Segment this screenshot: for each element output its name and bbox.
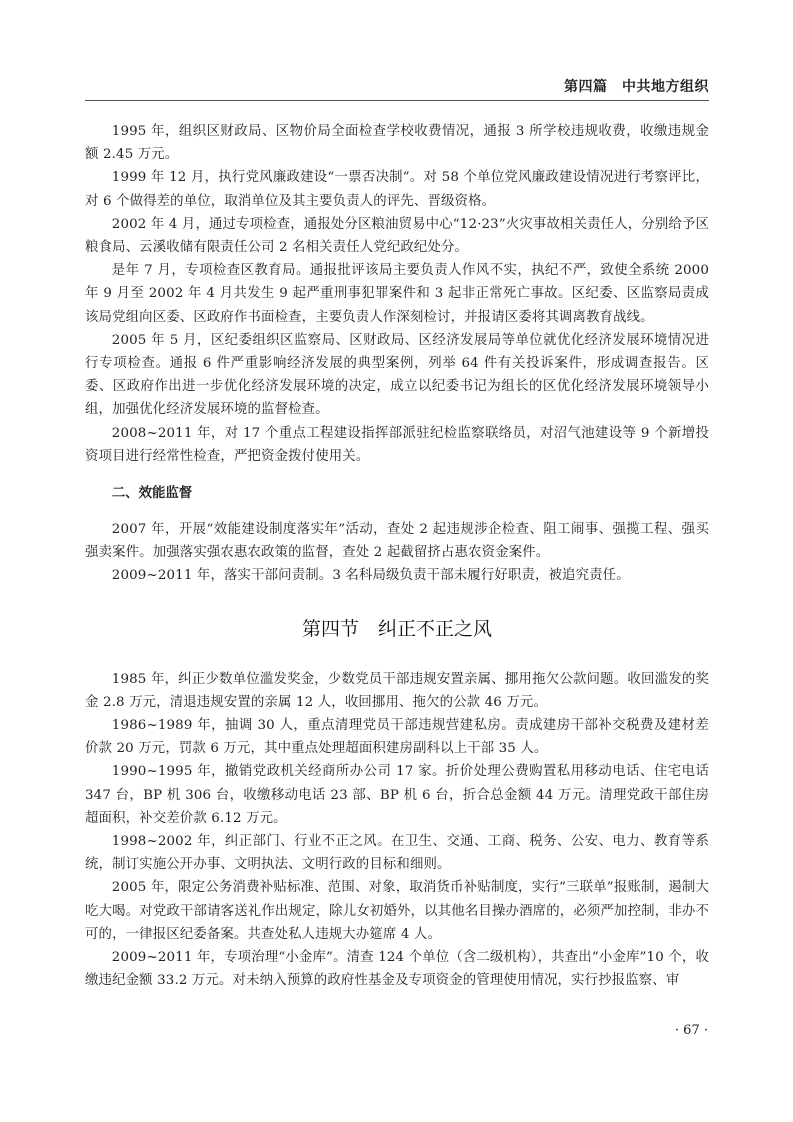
paragraph: 2009~2011 年，落实干部问责制。3 名科局级负责干部未履行好职责，被追究责任。	[111, 568, 630, 584]
paragraph: 2009~2011 年，专项治理“小金库”。清查 124 个单位（含二级机构），共查出“小金库”10 个，收缴违纪金额 33.2 万元。对未纳入预算的政府性基金及专项资金的管理使用情况，实行抄报监察、审	[85, 950, 709, 989]
page-number: · 67 ·	[674, 1023, 708, 1038]
paragraph: 1986~1989 年，抽调 30 人，重点清理党员干部违规营建私房。责成建房干部补交税费及建材差价款 20 万元，罚款 6 万元，其中重点处理超面积建房副科以上干部 35 人。	[85, 718, 709, 757]
subsection-heading: 二、效能监督	[111, 486, 193, 502]
paragraph: 1990~1995 年，撤销党政机关经商所办公司 17 家。折价处理公费购置私用移动电话、住宅电话 347 台，BP 机 306 台，收缴移动电话 23 部、BP 机 6 台，折合总金额 44 万元。清理党政干部住房超面积，补交差价款 6.12 万元。	[85, 764, 709, 826]
paragraph: 2005 年，限定公务消费补贴标准、范围、对象，取消货币补贴制度，实行“三联单”报账制，遏制大吃大喝。对党政干部请客送礼作出规定，除儿女初婚外，以其他名目操办酒席的，必须严加控制，非办不可的，一律报区纪委备案。共查处私人违规大办筵席 4 人。	[85, 880, 709, 942]
paragraph: 是年 7 月，专项检查区教育局。通报批评该局主要负责人作风不实，执纪不严，致使全系统 2000 年 9 月至 2002 年 4 月共发生 9 起严重刑事犯罪案件和 3 起非正常死亡事故。区纪委、区监察局责成该局党组向区委、区政府作书面检查，主要负责人作深刻检讨，并报请区委将其调离教育战线。	[85, 263, 709, 325]
paragraph: 1985 年，纠正少数单位滥发奖金，少数党员干部违规安置亲属、挪用拖欠公款问题。收回滥发的奖金 2.8 万元，清退违规安置的亲属 12 人，收回挪用、拖欠的公款 46 万元。	[85, 671, 709, 710]
paragraph: 1999 年 12 月，执行党风廉政建设“一票否决制”。对 58 个单位党风廉政建设情况进行考察评比，对 6 个做得差的单位，取消单位及其主要负责人的评先、晋级资格。	[85, 170, 709, 209]
page-body	[85, 120, 709, 993]
paragraph: 2002 年 4 月，通过专项检查，通报处分区粮油贸易中心“12·23”火灾事故相关责任人，分别给予区粮食局、云溪收储有限责任公司 2 名相关责任人党纪政纪处分。	[85, 216, 709, 256]
running-header	[85, 72, 709, 101]
header-title: 第四篇 中共地方组织	[564, 79, 709, 95]
paragraph: 2005 年 5 月，区纪委组织区监察局、区财政局、区经济发展局等单位就优化经济发展环境情况进行专项检查。通报 6 件严重影响经济发展的典型案例，列举 64 件有关投诉案件，形成调查报告。区委、区政府作出进一步优化经济发展环境的决定，成立以纪委书记为组长的区优化经济发展环境领导小组，加强优化经济发展环境的监督检查。	[85, 332, 709, 418]
paragraph: 2008~2011 年，对 17 个重点工程建设指挥部派驻纪检监察联络员，对沼气池建设等 9 个新增投资项目进行经常性检查，严把资金拨付使用关。	[85, 425, 709, 464]
paragraph: 2007 年，开展“效能建设制度落实年”活动，查处 2 起违规涉企检查、阻工闹事、强揽工程、强买强卖案件。加强落实强农惠农政策的监督，查处 2 起截留挤占惠农资金案件。	[85, 522, 709, 561]
paragraph: 1998~2002 年，纠正部门、行业不正之风。在卫生、交通、工商、税务、公安、电力、教育等系统，制订实施公开办事、文明执法、文明行政的目标和细则。	[85, 834, 709, 873]
section-title: 第四节 纠正不正之风	[301, 617, 492, 640]
paragraph: 1995 年，组织区财政局、区物价局全面检查学校收费情况，通报 3 所学校违规收费，收缴违规金额 2.45 万元。	[85, 124, 709, 163]
